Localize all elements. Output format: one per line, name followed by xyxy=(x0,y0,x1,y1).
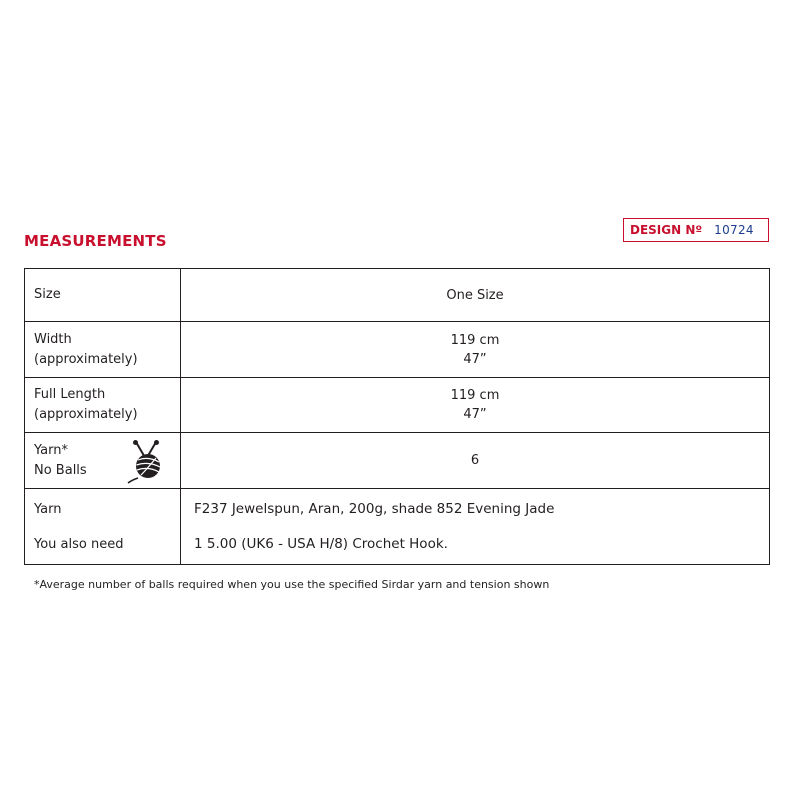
width-value-in: 47” xyxy=(463,351,487,367)
yarn-ball-with-needles-icon xyxy=(126,440,166,484)
size-value: One Size xyxy=(181,269,770,322)
length-label-note: (approximately) xyxy=(34,407,138,422)
also-need-label: You also need xyxy=(34,536,124,552)
length-label: Full Length xyxy=(34,387,106,402)
length-value-cm: 119 cm xyxy=(450,388,500,403)
design-number: 10724 xyxy=(714,223,754,237)
yarn-balls-label-note: No Balls xyxy=(34,462,87,478)
table-row-full-length xyxy=(25,378,770,433)
length-value-in: 47” xyxy=(463,407,487,422)
table-row-width xyxy=(25,322,770,378)
table-row-yarn-balls xyxy=(25,433,770,489)
table-row-size xyxy=(25,269,770,322)
length-value-cell xyxy=(181,378,770,433)
size-label: Size xyxy=(25,269,181,322)
design-label: DESIGN Nº xyxy=(630,223,703,237)
width-label-cell xyxy=(25,322,181,378)
also-need-value: 1 5.00 (UK6 - USA H/8) Crochet Hook. xyxy=(194,535,448,552)
yarn-balls-label: Yarn* xyxy=(34,442,68,458)
table-row-yarn-details xyxy=(25,489,770,565)
yarn-value: F237 Jewelspun, Aran, 200g, shade 852 Evening Jade xyxy=(194,500,555,517)
width-value-cm: 119 cm xyxy=(450,332,500,348)
measurements-table xyxy=(24,268,770,565)
width-value-cell xyxy=(181,322,770,378)
width-label-note: (approximately) xyxy=(34,351,138,367)
width-label: Width xyxy=(34,331,72,347)
yarn-details-value-cell xyxy=(181,489,770,565)
yarn-label: Yarn xyxy=(34,501,62,517)
measurements-heading: MEASUREMENTS xyxy=(24,232,167,250)
yarn-balls-label-cell xyxy=(25,433,181,489)
yarn-balls-value: 6 xyxy=(181,433,770,489)
length-label-cell xyxy=(25,378,181,433)
footnote: *Average number of balls required when you use the specified Sirdar yarn and tension shown xyxy=(34,578,550,591)
design-number-box xyxy=(623,218,769,242)
yarn-details-label-cell xyxy=(25,489,181,565)
